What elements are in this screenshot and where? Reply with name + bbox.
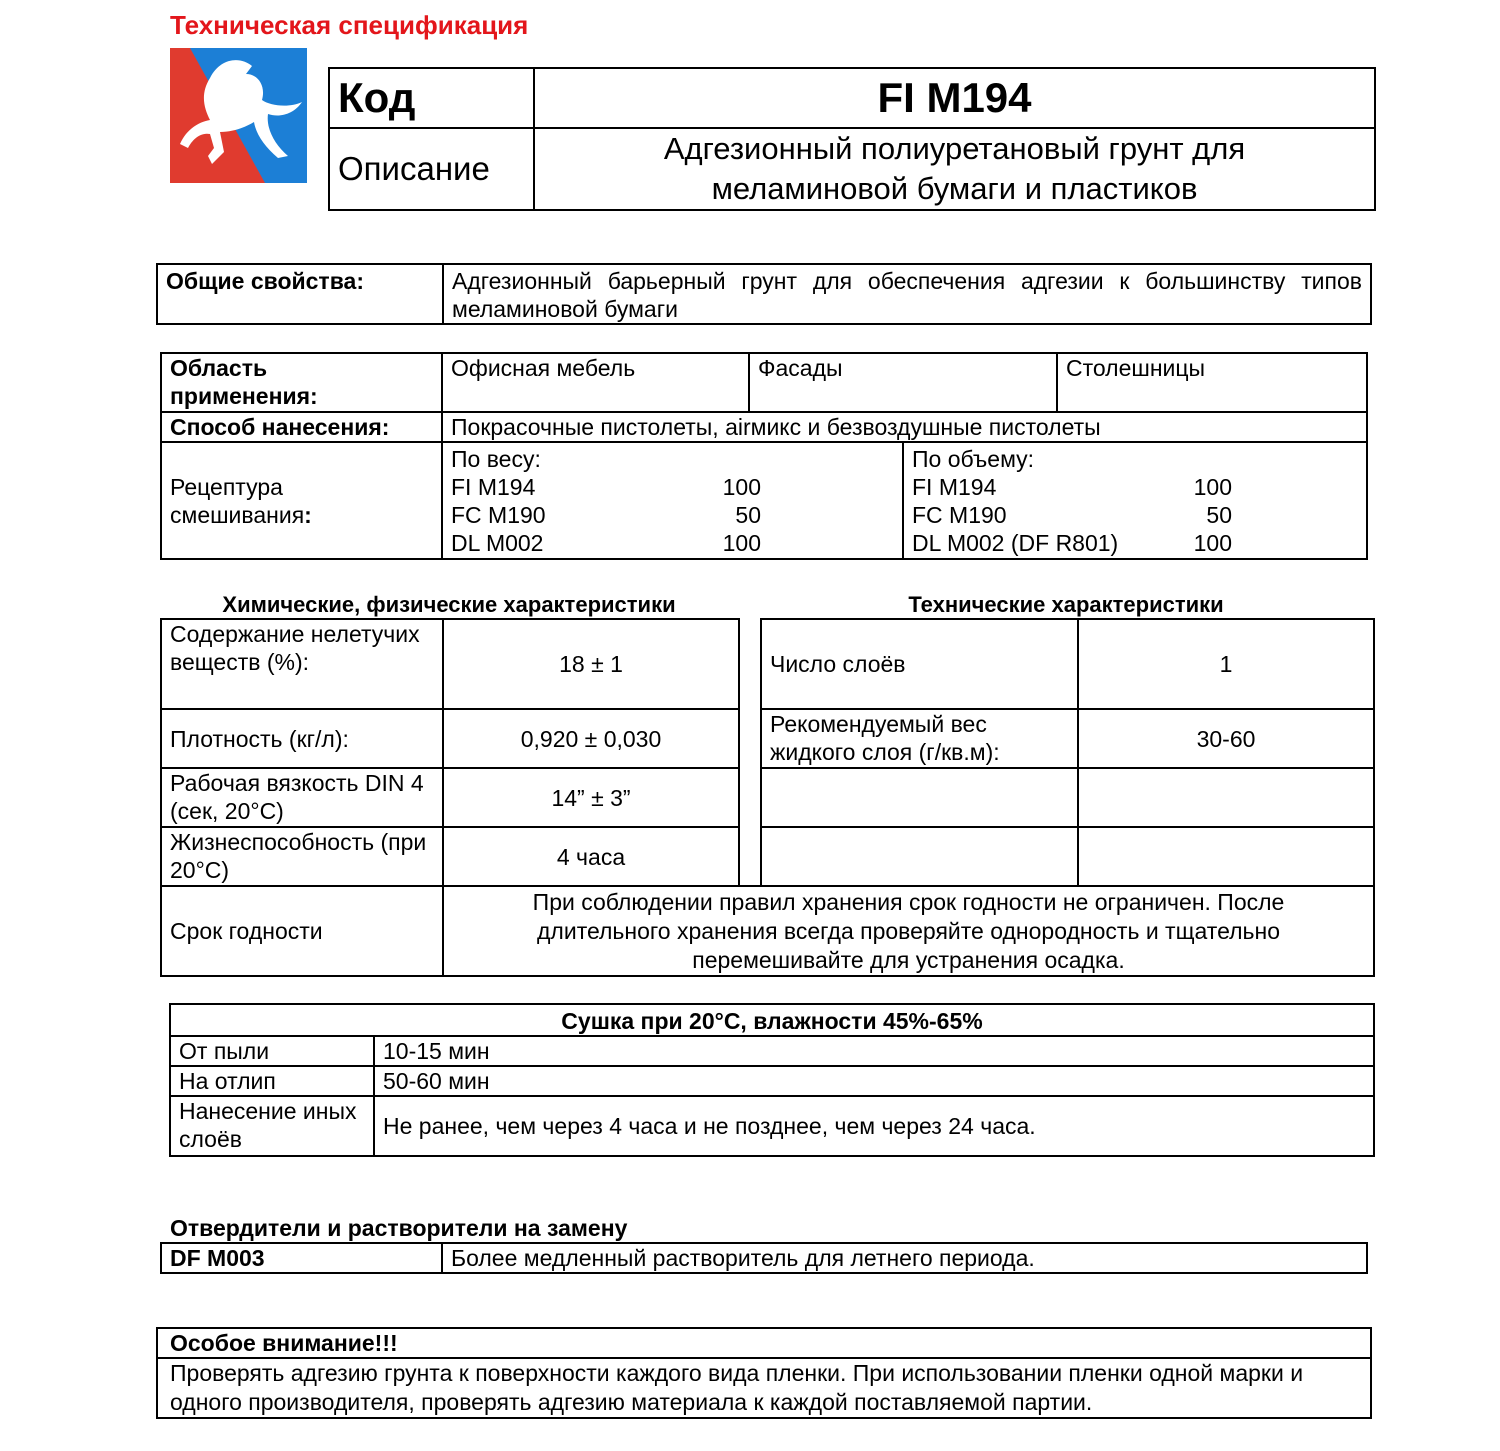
application-method-value: Покрасочные пистолеты, аirмикс и безвоздушные пистолеты	[442, 412, 1367, 442]
mix-row: DL M002 100	[451, 530, 761, 556]
application-area-label-line-2: применения:	[170, 383, 318, 409]
hardener-description: Более медленный растворитель для летнего периода.	[442, 1243, 1367, 1273]
header-table	[328, 67, 1376, 211]
description-line-1: Адгезионный полиуретановый грунт для	[663, 131, 1246, 166]
application-area-label	[161, 353, 442, 412]
document-title: Техническая спецификация	[170, 10, 529, 40]
code-value: FI M194	[534, 68, 1375, 128]
mix-recipe-label	[161, 442, 442, 559]
description-value	[534, 128, 1375, 210]
shelf-life-table	[160, 885, 1375, 977]
tech-value-empty	[1078, 827, 1374, 886]
mix-row: FI M194 100	[451, 474, 761, 500]
chem-value-density: 0,920 ± 0,030	[443, 709, 739, 768]
chem-table	[160, 618, 740, 887]
drying-title: Сушка при 20°C, влажности 45%-65%	[170, 1004, 1374, 1036]
attention-text: Проверять адгезию грунта к поверхности каждого вида пленки. При использовании пленки одной марки и одного производителя, проверять адгезию материала к каждой поставляемой партии.	[157, 1358, 1371, 1418]
application-area-label-line-1: Область	[170, 355, 268, 381]
tech-label-empty	[761, 827, 1078, 886]
chem-section-title: Химические, физические характеристики	[222, 592, 676, 617]
drying-value-recoat: Не ранее, чем через 4 часа и не позднее, чем через 24 часа.	[374, 1096, 1374, 1156]
chem-label-solids: Содержание нелетучих веществ (%):	[161, 619, 443, 709]
mix-row: DL M002 (DF R801) 100	[912, 530, 1232, 556]
chem-value-potlife: 4 часа	[443, 827, 739, 886]
drying-value-tack: 50-60 мин	[374, 1066, 1374, 1096]
chem-label-viscosity: Рабочая вязкость DIN 4 (сек, 20°C)	[161, 768, 443, 827]
attention-table	[156, 1327, 1372, 1419]
general-properties-table	[156, 263, 1372, 325]
mix-row: FI M194 100	[912, 474, 1232, 500]
description-label: Описание	[329, 128, 534, 210]
code-label: Код	[329, 68, 534, 128]
drying-table	[169, 1003, 1375, 1157]
tech-label-wet-weight: Рекомендуемый вес жидкого слоя (г/кв.м):	[761, 709, 1078, 768]
attention-title: Особое внимание!!!	[157, 1328, 1371, 1358]
drying-label-recoat: Нанесение иных слоёв	[170, 1096, 374, 1156]
hardeners-table	[160, 1242, 1368, 1274]
chem-value-viscosity: 14” ± 3”	[443, 768, 739, 827]
mix-by-volume-label: По объему:	[912, 446, 1035, 472]
general-properties-label: Общие свойства:	[157, 264, 443, 324]
shelf-life-label: Срок годности	[161, 886, 443, 976]
mix-recipe-label-line-2: смешивания:	[170, 501, 312, 528]
horse-logo	[170, 48, 307, 183]
mix-by-weight	[442, 442, 903, 559]
tech-value-empty	[1078, 768, 1374, 827]
general-properties-text: Адгезионный барьерный грунт для обеспечения адгезии к большинству типов меламиновой бумаги	[443, 264, 1371, 324]
mix-by-volume	[903, 442, 1367, 559]
mix-row: FC M190 50	[912, 502, 1232, 528]
application-area-office: Офисная мебель	[442, 353, 749, 412]
horse-logo-icon	[170, 48, 307, 183]
drying-value-dust: 10-15 мин	[374, 1036, 1374, 1066]
chem-label-potlife: Жизнеспособность (при 20°C)	[161, 827, 443, 886]
tech-table	[760, 618, 1375, 887]
shelf-life-value: При соблюдении правил хранения срок годности не ограничен. После длительного хранения всегда проверяйте однородность и тщательно перемешивайте для устранения осадка.	[443, 886, 1374, 976]
drying-label-dust: От пыли	[170, 1036, 374, 1066]
chem-label-density: Плотность (кг/л):	[161, 709, 443, 768]
description-line-2: меламиновой бумаги и пластиков	[711, 171, 1198, 206]
tech-section-title: Технические характеристики	[908, 592, 1224, 617]
application-table	[160, 352, 1368, 560]
drying-label-tack: На отлип	[170, 1066, 374, 1096]
mix-row: FC M190 50	[451, 502, 761, 528]
mix-recipe-label-line-1: Рецептура	[170, 473, 283, 500]
tech-value-coats: 1	[1078, 619, 1374, 709]
chem-value-solids: 18 ± 1	[443, 619, 739, 709]
application-area-facades: Фасады	[749, 353, 1057, 412]
hardeners-title: Отвердители и растворители на замену	[170, 1215, 628, 1241]
mix-by-weight-label: По весу:	[451, 446, 541, 472]
hardener-code: DF M003	[161, 1243, 442, 1273]
application-method-label: Способ нанесения:	[161, 412, 442, 442]
tech-label-empty	[761, 768, 1078, 827]
tech-label-coats: Число слоёв	[761, 619, 1078, 709]
tech-value-wet-weight: 30-60	[1078, 709, 1374, 768]
application-area-countertops: Столешницы	[1057, 353, 1367, 412]
